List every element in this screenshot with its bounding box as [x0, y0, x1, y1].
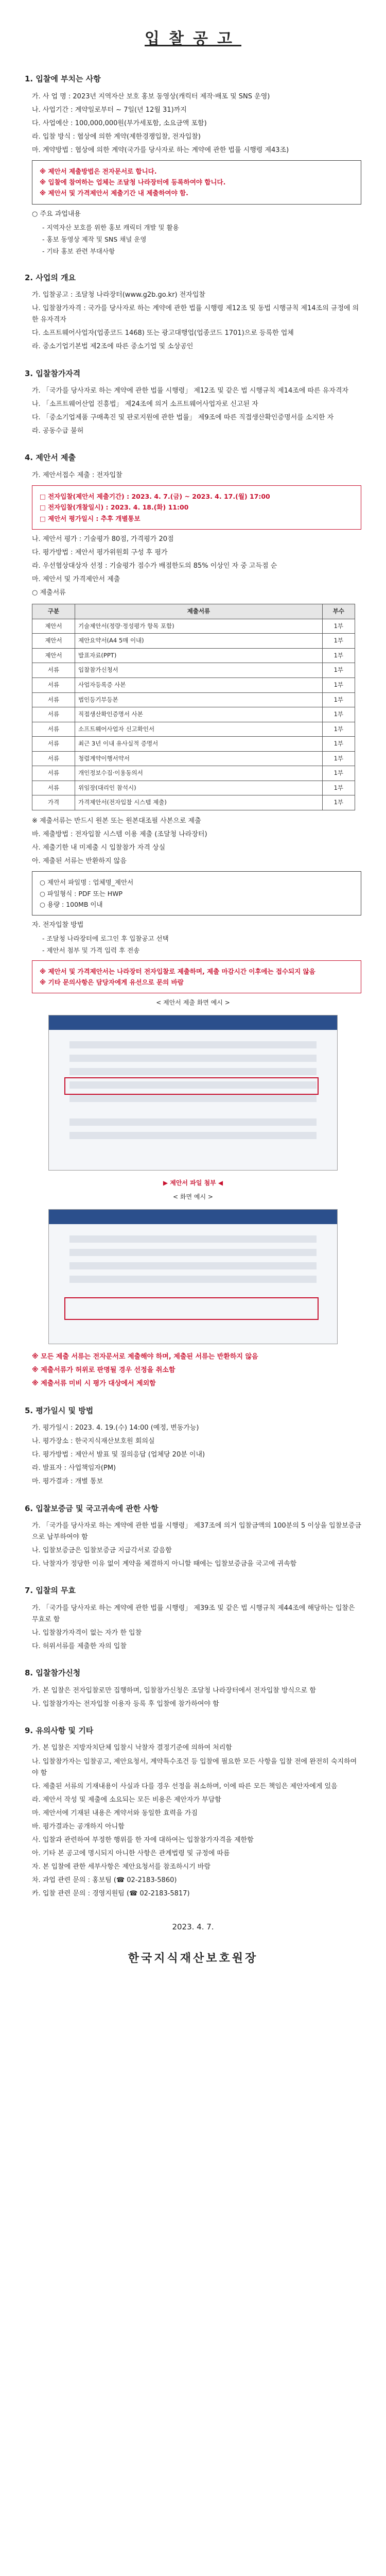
s1-item: 마. 계약방법 : 협상에 의한 계약(국가를 당사자로 하는 계약에 관한 법률 시행령 제43조): [32, 146, 289, 154]
s8-item: 나. 입찰참가자는 전자입찰 이용자 등록 후 입찰에 참가하여야 함: [32, 1700, 219, 1708]
screen-field: [69, 1095, 317, 1102]
row-category: 제안서: [32, 648, 75, 663]
screen-header-bar: [49, 1015, 337, 1030]
row-copies: 1부: [322, 619, 355, 634]
s1-item: 가. 사 업 명 : 2023년 지역자산 보호 홍보 동영상(캐릭터 제작·배포 및 SNS 운영): [32, 92, 270, 100]
row-category: 가격: [32, 795, 75, 810]
row-document: 개인정보수집·이용동의서: [75, 766, 323, 781]
s9-item: 카. 입찰 관련 문의 : 경영지원팀 (☎ 02-2183-5817): [32, 1890, 190, 1898]
highlight-marker: [64, 1077, 319, 1095]
row-document: 입찰참가신청서: [75, 663, 323, 678]
s5-item: 가. 평가일시 : 2023. 4. 19.(수) 14:00 (예정, 변동가능): [32, 1424, 199, 1432]
row-document: 직접생산확인증명서 사본: [75, 707, 323, 722]
section-9-heading: 9. 유의사항 및 기타: [25, 1725, 94, 1735]
s4-note: ※ 제출서류가 허위로 판명될 경우 선정을 취소함: [32, 1366, 176, 1375]
screen-field: [69, 1235, 317, 1243]
s4-line: 가. 제안서접수 제출 : 전자입찰: [32, 471, 122, 479]
s2-item: 가. 입찰공고 : 조달청 나라장터(www.g2b.go.kr) 전자입찰: [32, 291, 205, 299]
table-header: 구분: [32, 604, 75, 619]
section-5-heading: 5. 평가일시 및 방법: [25, 1405, 94, 1415]
submission-screen-example: [48, 1015, 338, 1171]
screenshot-caption: ▶ 제안서 파일 첨부 ◀: [163, 1179, 223, 1187]
table-row: [32, 663, 355, 678]
table-title: ○ 제출서류: [32, 589, 66, 597]
row-category: 제안서: [32, 619, 75, 634]
row-category: 서류: [32, 766, 75, 781]
s4-item: 라. 우선협상대상자 선정 : 기술평가 점수가 배점한도의 85% 이상인 자 중 고득점 순: [32, 562, 277, 570]
s6-item: 나. 입찰보증금은 입찰보증금 지급각서로 갈음함: [32, 1547, 172, 1555]
screen-field: [69, 1041, 317, 1048]
table-row: [32, 648, 355, 663]
row-copies: 1부: [322, 722, 355, 737]
row-document: 법인등기부등본: [75, 692, 323, 707]
section-4-heading: 4. 제안서 제출: [25, 453, 76, 463]
table-header: 제출서류: [75, 604, 323, 619]
screenshot-caption: < 제안서 제출 화면 예시 >: [156, 999, 230, 1007]
screen-field: [69, 1249, 317, 1256]
s6-item: 가. 「국가를 당사자로 하는 계약에 관한 법률 시행령」 제37조에 의거 입찰금액의 100분의 5 이상을 입찰보증금으로 납부하여야 함: [32, 1522, 361, 1541]
s4-item: 사. 제출기한 내 미제출 시 입찰참가 자격 상실: [32, 844, 166, 852]
s1-item: 다. 사업예산 : 100,000,000원(부가세포함, 소요금액 포함): [32, 119, 207, 127]
schedule-line: □ 전자입찰(제안서 제출기간) : 2023. 4. 7.(금) ~ 2023. 4. 17.(월) 17:00: [40, 493, 270, 500]
notice-line: ※ 제안서 제출방법은 전자문서로 합니다.: [40, 167, 157, 175]
row-category: 제안서: [32, 634, 75, 649]
warning-line: ※ 제안서 및 가격제안서는 나라장터 전자입찰로 제출하며, 제출 마감시간 이후에는 접수되지 않음: [40, 967, 315, 975]
row-copies: 1부: [322, 795, 355, 810]
s9-item: 라. 제안서 작성 및 제출에 소요되는 모든 비용은 제안자가 부담함: [32, 1795, 221, 1804]
row-category: 서류: [32, 692, 75, 707]
table-row: [32, 751, 355, 766]
table-note: ※ 제출서류는 반드시 원본 또는 원본대조필 사본으로 제출: [32, 817, 201, 825]
row-document: 발표자료(PPT): [75, 648, 323, 663]
s5-item: 다. 평가방법 : 제안서 발표 및 질의응답 (업체당 20분 이내): [32, 1451, 205, 1459]
warning-line: ※ 기타 문의사항은 담당자에게 유선으로 문의 바람: [40, 978, 184, 986]
row-copies: 1부: [322, 781, 355, 795]
row-document: 사업자등록증 사본: [75, 677, 323, 692]
s3-item: 라. 공동수급 불허: [32, 427, 84, 435]
s4-extra: - 조달청 나라장터에 로그인 후 입찰공고 선택: [42, 935, 169, 943]
table-row: [32, 619, 355, 634]
table-row: [32, 766, 355, 781]
s3-item: 가. 「국가를 당사자로 하는 계약에 관한 법률 시행령」 제12조 및 같은 법 시행규칙 제14조에 따른 유자격자: [32, 387, 348, 395]
section-1-heading: 1. 입찰에 부치는 사항: [25, 74, 101, 83]
table-row: [32, 634, 355, 649]
s1-sub-item: - 지역자산 보호를 위한 홍보 캐릭터 개발 및 활용: [42, 223, 179, 231]
row-document: 기술제안서(정량·정성평가 항목 포함): [75, 619, 323, 634]
s7-item: 가. 「국가를 당사자로 하는 계약에 관한 법률 시행령」 제39조 및 같은 법 시행규칙 제44조에 해당하는 입찰은 무효로 함: [32, 1604, 355, 1623]
s6-item: 다. 낙찰자가 정당한 이유 없이 계약을 체결하지 아니할 때에는 입찰보증금을 국고에 귀속함: [32, 1560, 297, 1568]
row-category: 서류: [32, 722, 75, 737]
s4-item: 다. 평가방법 : 제안서 평가위원회 구성 후 평가: [32, 548, 168, 556]
s9-item: 나. 입찰참가자는 입찰공고, 제안요청서, 계약특수조건 등 입찰에 필요한 모든 사항을 입찰 전에 완전히 숙지하여야 함: [32, 1757, 357, 1777]
row-category: 서류: [32, 781, 75, 795]
file-info-box: [32, 871, 361, 916]
row-category: 서류: [32, 677, 75, 692]
section-2-heading: 2. 사업의 개요: [25, 273, 76, 282]
file-info-line: ○ 용량 : 100MB 이내: [40, 900, 103, 908]
highlight-marker: [64, 1297, 319, 1320]
table-row: [32, 737, 355, 752]
s2-item: 라. 중소기업기본법 제2조에 따른 중소기업 및 소상공인: [32, 343, 194, 351]
s4-item: 나. 제안서 평가 : 기술평가 80점, 가격평가 20점: [32, 535, 174, 543]
s1-sub-item: - 기타 홍보 관련 부대사항: [42, 247, 115, 256]
page-title: 입찰공고: [145, 30, 241, 48]
row-copies: 1부: [322, 707, 355, 722]
row-copies: 1부: [322, 663, 355, 678]
row-copies: 1부: [322, 648, 355, 663]
table-row: [32, 722, 355, 737]
screenshot-caption: < 화면 예시 >: [173, 1193, 213, 1200]
s4-extra: - 제안서 첨부 및 가격 입력 후 전송: [42, 946, 140, 955]
submission-warning-box: [32, 960, 361, 994]
screen-field: [69, 1132, 317, 1139]
schedule-line: □ 전자입찰(개찰일시) : 2023. 4. 18.(화) 11:00: [40, 503, 189, 512]
screen-header-bar: [49, 1210, 337, 1224]
s7-item: 나. 입찰참가자격이 없는 자가 한 입찰: [32, 1629, 142, 1637]
section-8-heading: 8. 입찰참가신청: [25, 1668, 81, 1678]
table-row: [32, 692, 355, 707]
row-document: 청렴계약이행서약서: [75, 751, 323, 766]
s4-extra: 자. 전자입찰 방법: [32, 921, 84, 929]
s4-item: 아. 제출된 서류는 반환하지 않음: [32, 857, 127, 866]
s7-item: 다. 허위서류를 제출한 자의 입찰: [32, 1642, 127, 1651]
table-row: [32, 795, 355, 810]
row-document: 소프트웨어사업자 신고확인서: [75, 722, 323, 737]
input-screen-example: [48, 1209, 338, 1344]
s9-item: 아. 기타 본 공고에 명시되지 아니한 사항은 관계법령 및 규정에 따름: [32, 1850, 230, 1858]
screen-field: [69, 1068, 317, 1075]
table-header: 부수: [322, 604, 355, 619]
s4-note: ※ 모든 제출 서류는 전자문서로 제출해야 하며, 제출된 서류는 반환하지 않음: [32, 1353, 258, 1361]
table-row: [32, 707, 355, 722]
row-copies: 1부: [322, 737, 355, 752]
s1-item: 라. 입찰 방식 : 협상에 의한 계약(제한경쟁입찰, 전자입찰): [32, 132, 201, 141]
documents-table: [32, 604, 355, 810]
file-info-line: ○ 제안서 파일명 : 업체명_제안서: [40, 878, 134, 887]
s9-item: 자. 본 입찰에 관한 세부사항은 제안요청서를 참조하시기 바람: [32, 1863, 211, 1871]
s9-item: 사. 입찰과 관련하여 부정한 행위를 한 자에 대하여는 입찰참가자격을 제한함: [32, 1836, 254, 1844]
row-copies: 1부: [322, 634, 355, 649]
row-copies: 1부: [322, 766, 355, 781]
row-document: 제안요약서(A4 5매 이내): [75, 634, 323, 649]
screen-field: [69, 1118, 317, 1126]
row-copies: 1부: [322, 751, 355, 766]
issuing-organization: 한국지식재산보호원장: [128, 1952, 258, 1965]
s1-sub-item: ○ 주요 과업내용: [32, 210, 81, 218]
s1-sub-item: - 홍보 동영상 제작 및 SNS 채널 운영: [42, 235, 147, 244]
schedule-box: [32, 485, 361, 530]
row-document: 최근 3년 이내 유사실적 증명서: [75, 737, 323, 752]
s8-item: 가. 본 입찰은 전자입찰로만 집행하며, 입찰참가신청은 조달청 나라장터에서 전자입찰 방식으로 함: [32, 1686, 316, 1694]
notice-box: [32, 160, 361, 205]
section-3-heading: 3. 입찰참가자격: [25, 368, 81, 378]
file-info-line: ○ 파일형식 : PDF 또는 HWP: [40, 889, 123, 897]
s5-item: 라. 발표자 : 사업책임자(PM): [32, 1464, 116, 1472]
s5-item: 나. 평가장소 : 한국지식재산보호원 회의실: [32, 1437, 155, 1446]
s3-item: 다. 「중소기업제품 구매촉진 및 판로지원에 관한 법률」 제9조에 따른 직접생산확인증명서를 소지한 자: [32, 414, 334, 422]
row-category: 서류: [32, 751, 75, 766]
s2-item: 나. 입찰참가자격 : 국가를 당사자로 하는 계약에 관한 법률 시행령 제12조 및 동법 시행규칙 제14조의 규정에 의한 유자격자: [32, 304, 359, 324]
section-7-heading: 7. 입찰의 무효: [25, 1586, 76, 1596]
s3-item: 나. 「소프트웨어산업 진흥법」 제24조에 의거 소프트웨어사업자로 신고된 자: [32, 400, 258, 409]
section-6-heading: 6. 입찰보증금 및 국고귀속에 관한 사항: [25, 1503, 159, 1513]
notice-line: ※ 입찰에 참여하는 업체는 조달청 나라장터에 등록하여야 합니다.: [40, 178, 226, 187]
announcement-date: 2023. 4. 7.: [172, 1922, 214, 1931]
s4-item: 바. 제출방법 : 전자입찰 시스템 이용 제출 (조달청 나라장터): [32, 830, 207, 838]
notice-line: ※ 제안서 및 가격제안서 제출기간 내 제출하여야 함.: [40, 189, 188, 197]
screen-field: [69, 1276, 317, 1283]
s9-item: 차. 과업 관련 문의 : 홍보팀 (☎ 02-2183-5860): [32, 1876, 177, 1885]
s9-item: 다. 제출된 서류의 기재내용이 사실과 다를 경우 선정을 취소하며, 이에 따른 모든 책임은 제안자에게 있음: [32, 1782, 338, 1790]
table-row: [32, 781, 355, 795]
screen-field: [69, 1055, 317, 1062]
s1-item: 나. 사업기간 : 계약일로부터 ~ 7일(년 12월 31)까지: [32, 106, 187, 114]
s2-item: 다. 소프트웨어사업자(업종코드 1468) 또는 광고대행업(업종코드 1701)으로 등록한 업체: [32, 329, 294, 337]
row-copies: 1부: [322, 677, 355, 692]
s4-note: ※ 제출서류 미비 시 평가 대상에서 제외함: [32, 1380, 156, 1388]
row-document: 가격제안서(전자입찰 시스템 제출): [75, 795, 323, 810]
table-row: [32, 677, 355, 692]
s9-item: 마. 제안서에 기재된 내용은 계약서와 동일한 효력을 가짐: [32, 1809, 198, 1817]
screen-field: [69, 1262, 317, 1269]
row-document: 위임장(대리인 참석시): [75, 781, 323, 795]
row-category: 서류: [32, 707, 75, 722]
row-category: 서류: [32, 663, 75, 678]
row-category: 서류: [32, 737, 75, 752]
schedule-line: □ 제안서 평가일시 : 추후 개별통보: [40, 514, 141, 522]
row-copies: 1부: [322, 692, 355, 707]
s4-item: 마. 제안서 및 가격제안서 제출: [32, 575, 120, 584]
s5-item: 마. 평가결과 : 개별 통보: [32, 1478, 103, 1486]
s9-item: 바. 평가결과는 공개하지 아니함: [32, 1823, 125, 1831]
s9-item: 가. 본 입찰은 지방자치단체 입찰시 낙찰자 결정기준에 의하여 처리함: [32, 1744, 232, 1752]
